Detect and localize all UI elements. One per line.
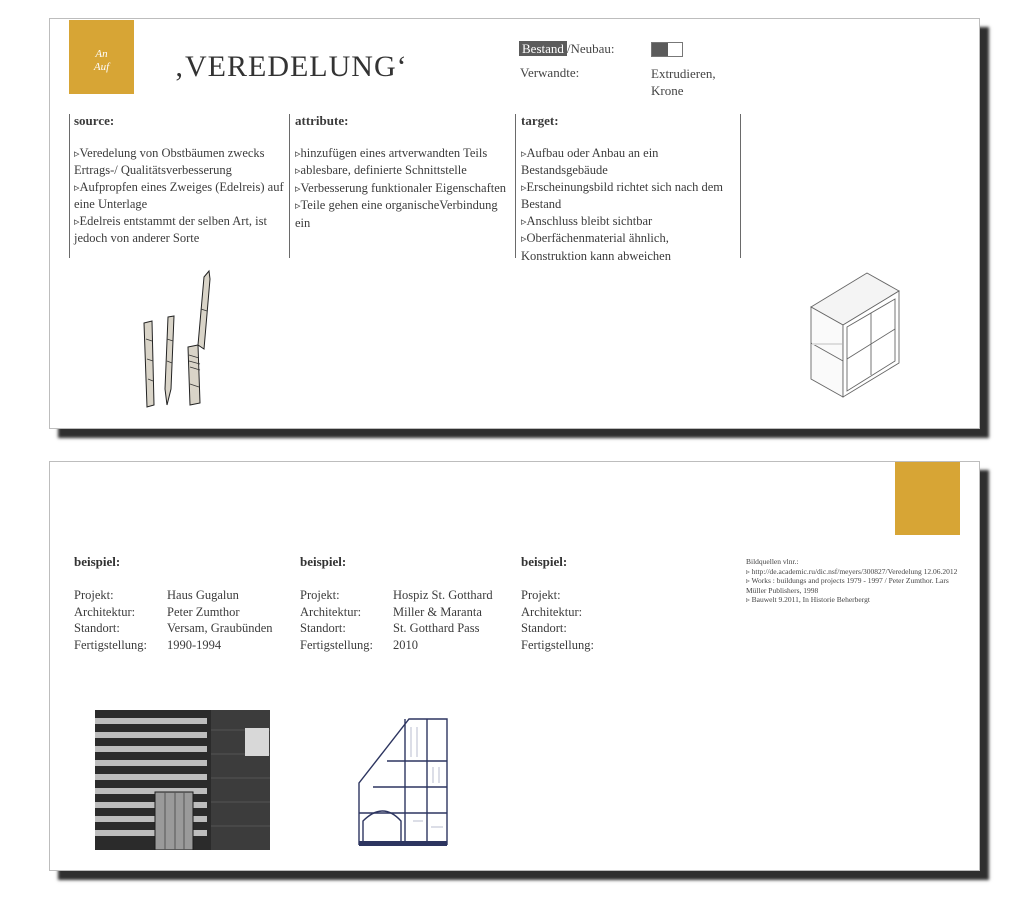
detail-label: Architektur: xyxy=(300,604,362,619)
detail-value: 1990-1994 xyxy=(167,637,222,652)
detail-value: Haus Gugalun xyxy=(167,588,239,602)
detail-value: 2010 xyxy=(393,637,418,652)
detail-value: Versam, Graubünden xyxy=(167,621,273,635)
verwandte-label: Verwandte: xyxy=(520,65,580,80)
column-heading: target: xyxy=(521,113,559,128)
category-tag xyxy=(69,20,134,94)
list-item: ▹ hinzufügen eines artverwandten Teils xyxy=(295,145,510,163)
detail-label: Fertigstellung: xyxy=(521,637,594,652)
detail-label: Standort: xyxy=(74,621,120,635)
target-column xyxy=(521,113,733,264)
detail-label: Projekt: xyxy=(300,588,340,602)
column-divider xyxy=(740,114,741,258)
grafted-twigs-illustration xyxy=(138,269,218,411)
detail-value: Peter Zumthor xyxy=(167,604,240,619)
source-column xyxy=(74,113,284,247)
list-item: ▹ Aufpropfen eines Zweiges (Edelreis) auf eine Unterlage xyxy=(74,179,284,213)
haus-gugalun-photo xyxy=(95,710,270,850)
list-item: ▹ Oberfächenmaterial ähnlich, Konstruktion kann abweichen xyxy=(521,230,733,264)
detail-label: Architektur: xyxy=(74,604,136,619)
detail-label: Fertigstellung: xyxy=(300,637,373,652)
list-item: ▹ Veredelung von Obstbäumen zwecks Ertrags-/ Qualitätsverbesserung xyxy=(74,145,284,179)
list-item: ▹ Edelreis entstammt der selben Art, ist jedoch von anderer Sorte xyxy=(74,213,284,247)
column-divider xyxy=(515,114,516,258)
detail-value: Hospiz St. Gotthard xyxy=(393,588,493,602)
list-item: ▹ Anschluss bleibt sichtbar xyxy=(521,213,733,231)
examples-card xyxy=(49,461,980,871)
sources-line: ▹ Bauwelt 9.2011, In Historie Beherbergt xyxy=(746,595,870,604)
page-title: ‚VEREDELUNG‘ xyxy=(174,50,408,83)
example-details-1 xyxy=(74,587,273,653)
verwandte-item: Krone xyxy=(651,83,684,98)
hospiz-section-drawing xyxy=(357,717,452,847)
example-heading: beispiel: xyxy=(300,554,347,569)
attribute-column xyxy=(295,113,510,231)
bestand-badge: Bestand xyxy=(519,41,567,56)
list-item: ▹ Erscheinungsbild richtet sich nach dem Bestand xyxy=(521,179,733,213)
image-sources xyxy=(746,557,966,605)
column-heading: attribute: xyxy=(295,113,349,128)
column-divider xyxy=(69,114,70,258)
column-divider xyxy=(289,114,290,258)
shelf-isometric-illustration xyxy=(807,271,903,401)
detail-value: St. Gotthard Pass xyxy=(393,621,480,635)
list-item: ▹ Aufbau oder Anbau an ein Bestandsgebäude xyxy=(521,145,733,179)
bestand-neubau-toggle[interactable] xyxy=(651,42,683,57)
example-heading: beispiel: xyxy=(74,554,121,569)
detail-label: Projekt: xyxy=(74,588,114,602)
detail-label: Fertigstellung: xyxy=(74,637,147,652)
detail-label: Architektur: xyxy=(521,604,583,619)
list-item: ▹ ablesbare, definierte Schnittstelle xyxy=(295,162,510,180)
concept-card xyxy=(49,18,980,429)
sources-line: ▹ Works : buildungs and projects 1979 - 1997 / Peter Zumthor. Lars Müller Publishers, 1998 xyxy=(746,576,949,595)
corner-tag xyxy=(895,462,960,535)
detail-label: Standort: xyxy=(521,621,567,635)
tag-line-an: An xyxy=(95,48,108,60)
example-details-3 xyxy=(521,587,614,653)
bestand-neubau-label xyxy=(519,41,615,57)
tag-line-auf: Auf xyxy=(93,61,110,73)
list-item: ▹ Teile gehen eine organischeVerbindung ein xyxy=(295,197,510,231)
detail-label: Projekt: xyxy=(521,588,561,602)
verwandte-value xyxy=(651,65,716,99)
example-heading: beispiel: xyxy=(521,554,568,569)
sources-line: Bildquellen vlnr.: xyxy=(746,557,799,566)
detail-label: Standort: xyxy=(300,621,346,635)
detail-value: Miller & Maranta xyxy=(393,604,482,619)
example-details-2 xyxy=(300,587,493,653)
neubau-label: /Neubau: xyxy=(566,41,615,56)
verwandte-item: Extrudieren, xyxy=(651,66,716,81)
column-heading: source: xyxy=(74,113,115,128)
sources-line: ▹ http://de.academic.ru/dic.nsf/meyers/300827/Veredelung 12.06.2012 xyxy=(746,566,958,576)
list-item: ▹ Verbesserung funktionaler Eigenschaften xyxy=(295,180,510,198)
